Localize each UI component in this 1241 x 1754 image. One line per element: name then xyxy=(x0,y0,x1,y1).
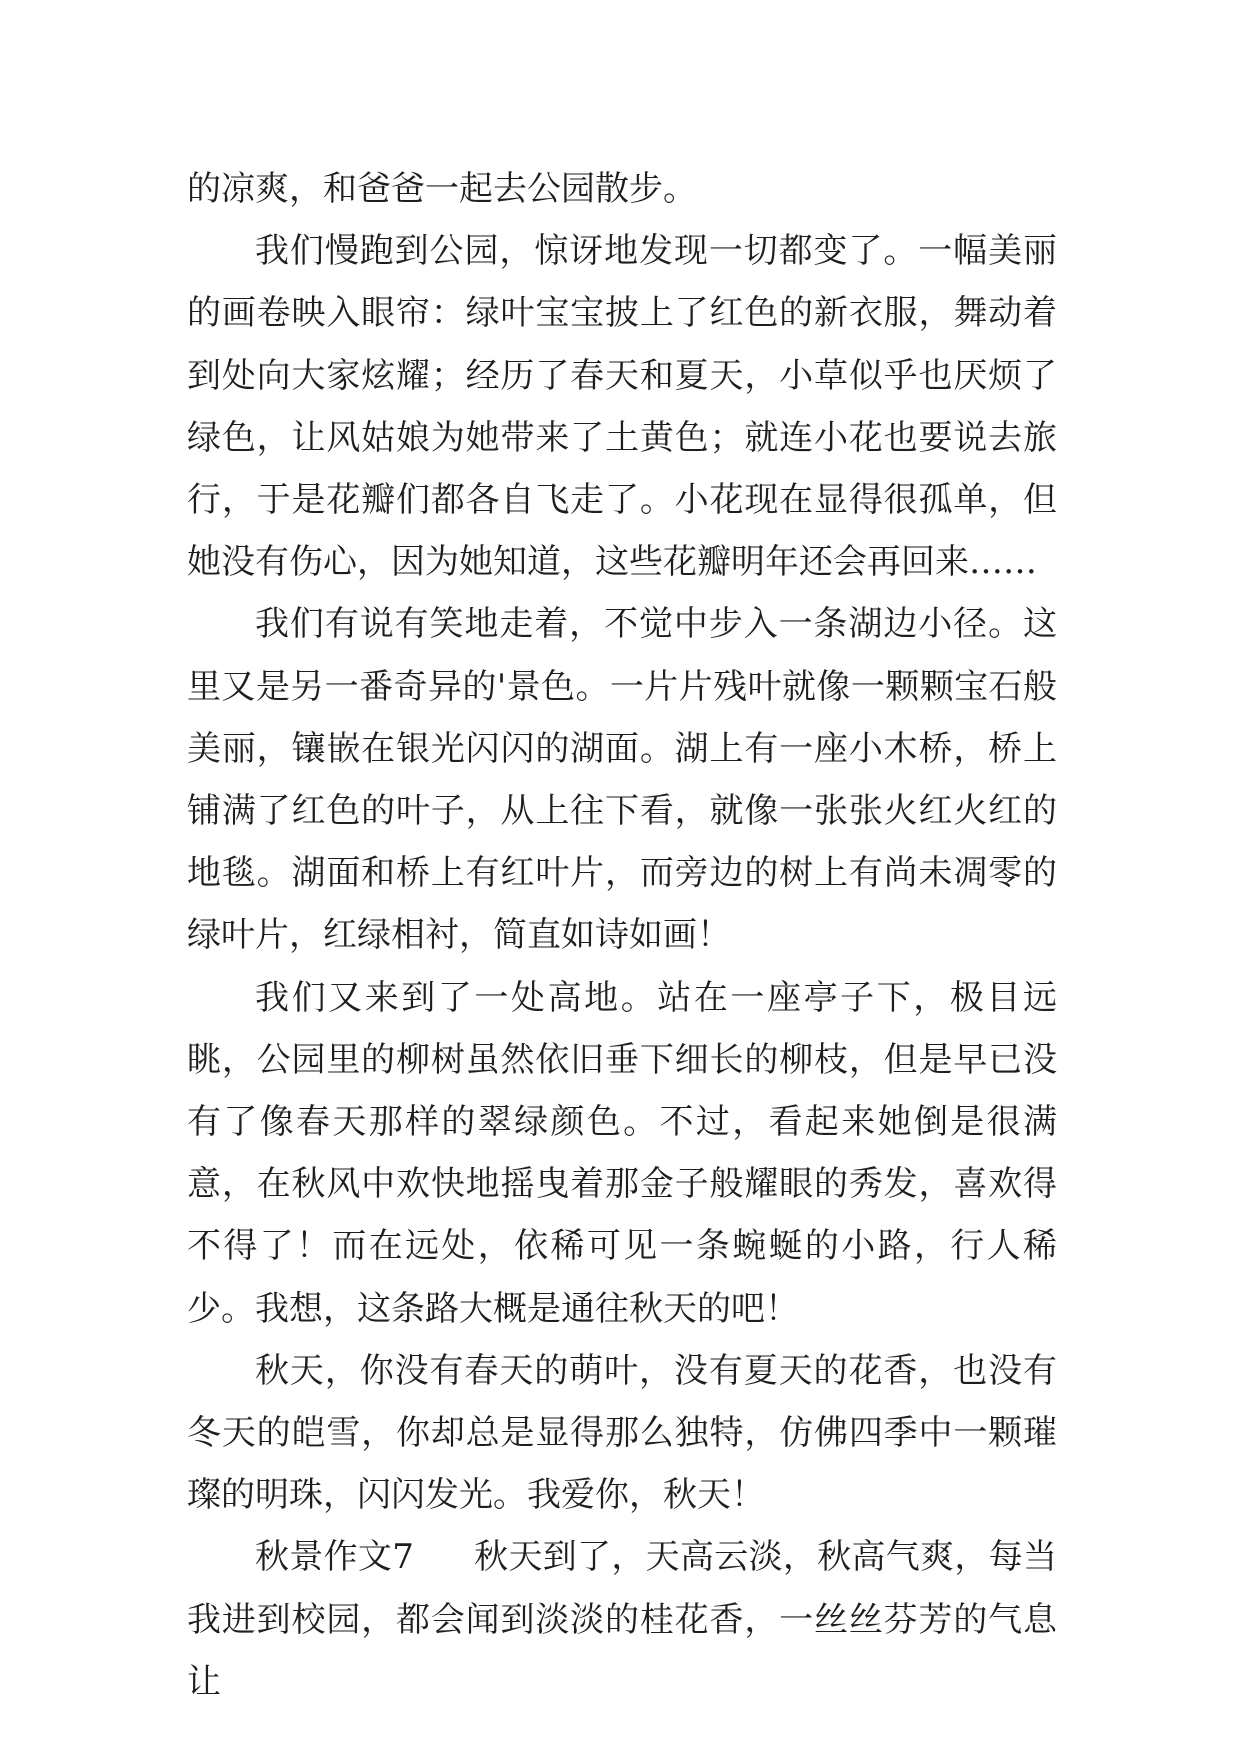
paragraph-6 xyxy=(187,1526,1057,1713)
essay-label: 秋景作文7 xyxy=(255,1537,414,1578)
paragraph-1: 的凉爽，和爸爸一起去公园散步。 xyxy=(187,169,697,209)
essay-body xyxy=(187,158,1057,1713)
paragraph-2: 我们慢跑到公园，惊讶地发现一切都变了。一幅美丽的画卷映入眼帘：绿叶宝宝披上了红色的新衣服，舞动着到处向大家炫耀；经历了春天和夏天，小草似乎也厌烦了绿色，让风姑娘为她带来了土黄色；就连小花也要说去旅行，于是花瓣们都各自飞走了。小花现在显得很孤单，但她没有伤心，因为她知道，这些花瓣明年还会再回来…… xyxy=(187,231,1057,583)
paragraph-6-text: 秋天到了，天高云淡，秋高气爽，每当我进到校园，都会闻到淡淡的桂花香，一丝丝芬芳的气息让 xyxy=(187,1537,1057,1702)
paragraph-4: 我们又来到了一处高地。站在一座亭子下，极目远眺，公园里的柳树虽然依旧垂下细长的柳枝，但是早已没有了像春天那样的翠绿颜色。不过，看起来她倒是很满意，在秋风中欢快地摇曳着那金子般耀眼的秀发，喜欢得不得了！而在远处，依稀可见一条蜿蜒的小路，行人稀少。我想，这条路大概是通往秋天的吧！ xyxy=(187,977,1057,1329)
paragraph-3: 我们有说有笑地走着，不觉中步入一条湖边小径。这里又是另一番奇异的'景色。一片片残叶就像一颗颗宝石般美丽，镶嵌在银光闪闪的湖面。湖上有一座小木桥，桥上铺满了红色的叶子，从上往下看，就像一张张火红火红的地毯。湖面和桥上有红叶片，而旁边的树上有尚未凋零的绿叶片，红绿相衬，简直如诗如画！ xyxy=(187,604,1057,956)
paragraph-5: 秋天，你没有春天的萌叶，没有夏天的花香，也没有冬天的皑雪，你却总是显得那么独特，仿佛四季中一颗璀璨的明珠，闪闪发光。我爱你，秋天！ xyxy=(187,1350,1057,1516)
